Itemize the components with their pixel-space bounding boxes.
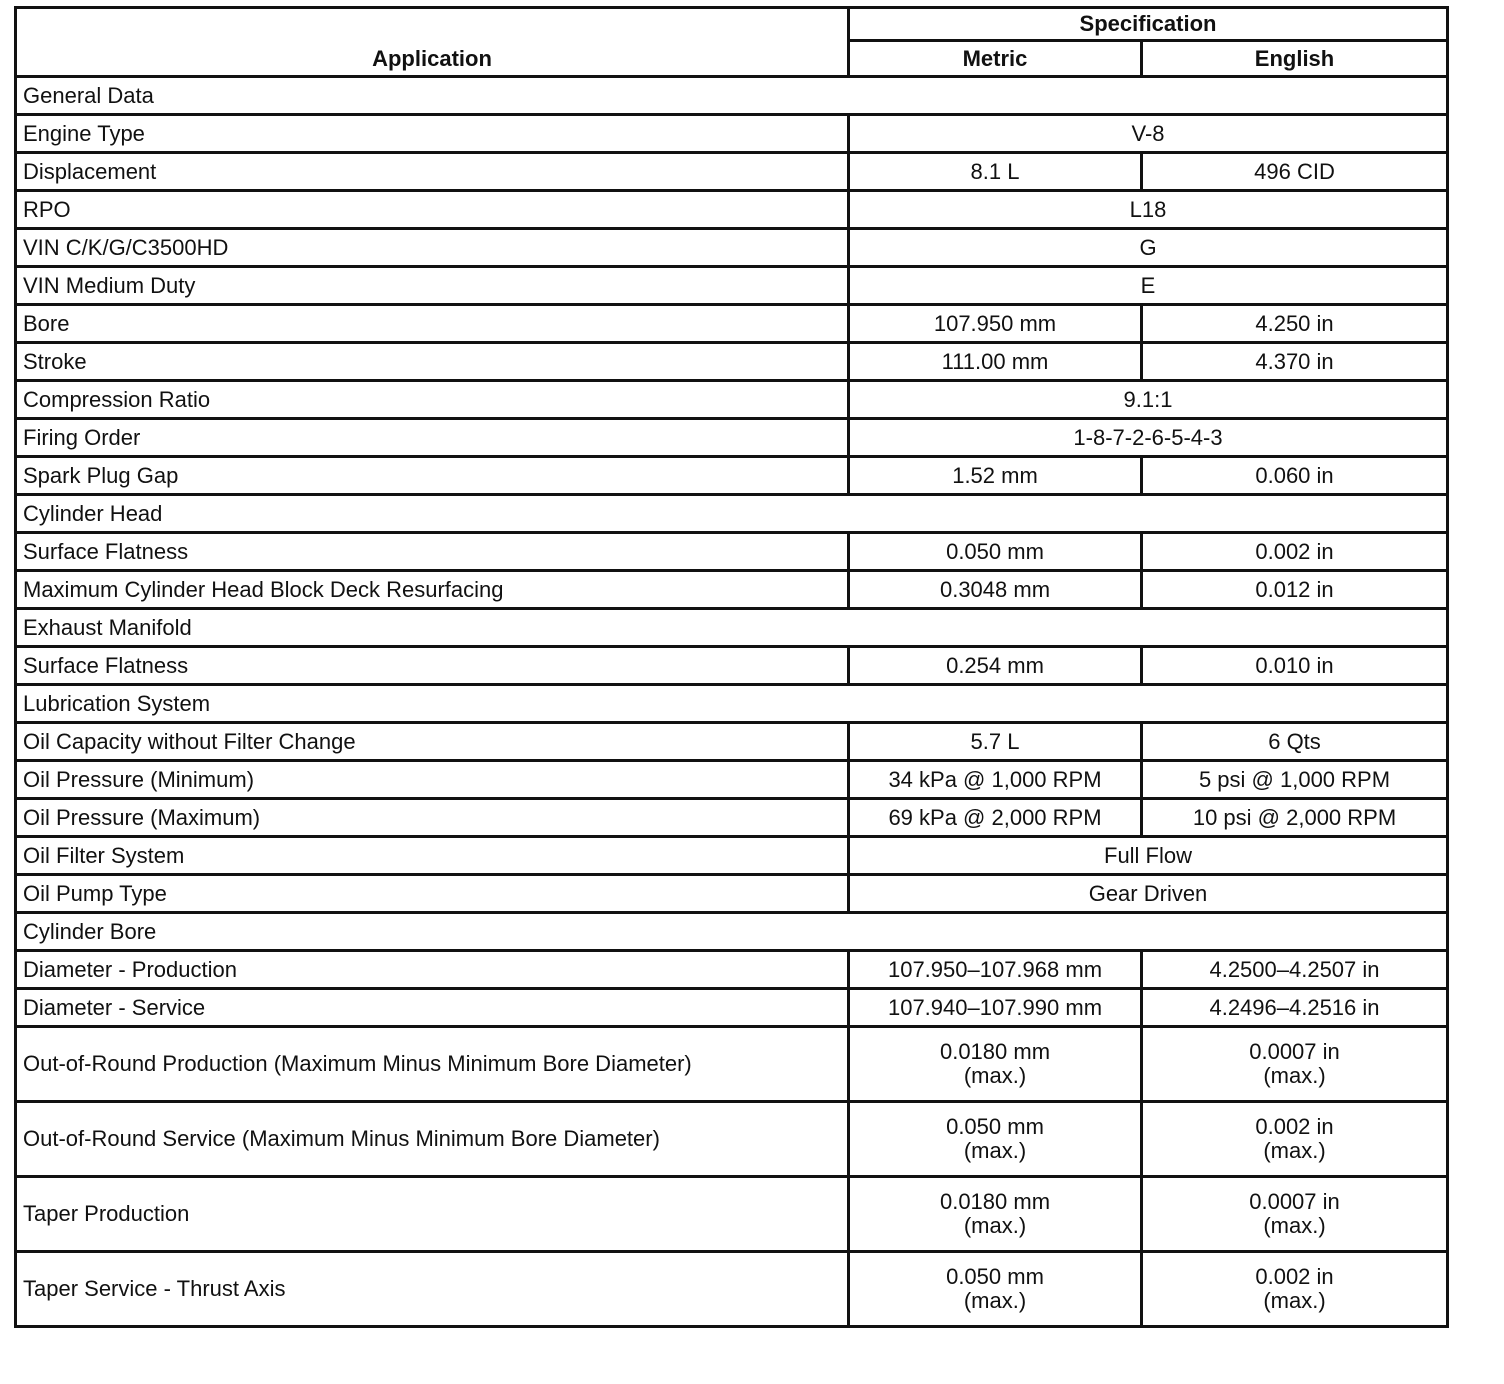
metric-value-cell: 111.00 mm: [849, 343, 1142, 381]
application-cell: Taper Production: [16, 1177, 849, 1252]
english-note: (max.): [1263, 1213, 1326, 1238]
english-note: (max.): [1263, 1288, 1326, 1313]
application-cell: Out-of-Round Production (Maximum Minus Minimum Bore Diameter): [16, 1027, 849, 1102]
section-label: Exhaust Manifold: [16, 609, 1448, 647]
specification-header: Specification: [849, 8, 1448, 41]
section-label: Cylinder Bore: [16, 913, 1448, 951]
metric-value-cell: 1.52 mm: [849, 457, 1142, 495]
spec-row: [16, 229, 1448, 267]
english-value-cell: [1142, 1027, 1448, 1102]
spec-row: [16, 1177, 1448, 1252]
metric-value-cell: 34 kPa @ 1,000 RPM: [849, 761, 1142, 799]
metric-header: Metric: [849, 41, 1142, 77]
application-cell: RPO: [16, 191, 849, 229]
application-cell: Surface Flatness: [16, 533, 849, 571]
english-value-cell: [1142, 1252, 1448, 1327]
spec-row: [16, 381, 1448, 419]
spec-value-cell: Full Flow: [849, 837, 1448, 875]
english-note: (max.): [1263, 1138, 1326, 1163]
application-cell: VIN C/K/G/C3500HD: [16, 229, 849, 267]
metric-value-cell: 107.950 mm: [849, 305, 1142, 343]
application-cell: Diameter - Production: [16, 951, 849, 989]
spec-row: [16, 457, 1448, 495]
application-cell: Oil Capacity without Filter Change: [16, 723, 849, 761]
metric-note: (max.): [963, 1213, 1027, 1238]
spec-row: [16, 875, 1448, 913]
metric-note: (max.): [963, 1138, 1027, 1163]
spec-row: [16, 115, 1448, 153]
application-cell: Firing Order: [16, 419, 849, 457]
english-value: 0.0007 in: [1249, 1039, 1340, 1064]
spec-table-header: [16, 8, 1448, 77]
english-value-cell: 0.060 in: [1142, 457, 1448, 495]
metric-value-cell: [849, 1027, 1142, 1102]
section-row: [16, 685, 1448, 723]
application-header: Application: [16, 8, 849, 77]
metric-value-cell: [849, 1177, 1142, 1252]
application-cell: Spark Plug Gap: [16, 457, 849, 495]
metric-value-cell: 69 kPa @ 2,000 RPM: [849, 799, 1142, 837]
english-value-cell: 4.2496–4.2516 in: [1142, 989, 1448, 1027]
spec-row: [16, 723, 1448, 761]
english-value-cell: 4.2500–4.2507 in: [1142, 951, 1448, 989]
application-cell: Engine Type: [16, 115, 849, 153]
spec-row: [16, 1252, 1448, 1327]
spec-value-cell: Gear Driven: [849, 875, 1448, 913]
section-row: [16, 495, 1448, 533]
application-cell: Oil Pressure (Minimum): [16, 761, 849, 799]
section-label: General Data: [16, 77, 1448, 115]
application-cell: Maximum Cylinder Head Block Deck Resurfacing: [16, 571, 849, 609]
english-note: (max.): [1263, 1063, 1326, 1088]
application-cell: VIN Medium Duty: [16, 267, 849, 305]
metric-value-cell: 107.940–107.990 mm: [849, 989, 1142, 1027]
spec-row: [16, 267, 1448, 305]
spec-row: [16, 191, 1448, 229]
spec-row: [16, 533, 1448, 571]
section-row: [16, 913, 1448, 951]
application-cell: Surface Flatness: [16, 647, 849, 685]
english-value-cell: 0.002 in: [1142, 533, 1448, 571]
application-cell: Displacement: [16, 153, 849, 191]
spec-row: [16, 419, 1448, 457]
spec-table-body: [16, 77, 1448, 1327]
english-value-cell: 10 psi @ 2,000 RPM: [1142, 799, 1448, 837]
metric-value-cell: 107.950–107.968 mm: [849, 951, 1142, 989]
metric-value: 0.050 mm: [946, 1114, 1044, 1139]
metric-value: 0.0180 mm: [939, 1189, 1051, 1214]
spec-row: [16, 951, 1448, 989]
spec-row: [16, 799, 1448, 837]
spec-row: [16, 989, 1448, 1027]
metric-value-cell: 0.050 mm: [849, 533, 1142, 571]
english-value-cell: [1142, 1177, 1448, 1252]
spec-row: [16, 647, 1448, 685]
section-row: [16, 77, 1448, 115]
application-cell: Oil Pressure (Maximum): [16, 799, 849, 837]
spec-row: [16, 343, 1448, 381]
english-value-cell: 4.250 in: [1142, 305, 1448, 343]
application-cell: Oil Pump Type: [16, 875, 849, 913]
spec-value-cell: G: [849, 229, 1448, 267]
metric-value-cell: 5.7 L: [849, 723, 1142, 761]
spec-value-cell: E: [849, 267, 1448, 305]
application-cell: Taper Service - Thrust Axis: [16, 1252, 849, 1327]
application-cell: Stroke: [16, 343, 849, 381]
english-value-cell: 5 psi @ 1,000 RPM: [1142, 761, 1448, 799]
english-value: 0.0007 in: [1249, 1189, 1340, 1214]
english-value: 0.002 in: [1255, 1114, 1334, 1139]
spec-value-cell: L18: [849, 191, 1448, 229]
section-row: [16, 609, 1448, 647]
metric-value-cell: 0.3048 mm: [849, 571, 1142, 609]
section-label: Lubrication System: [16, 685, 1448, 723]
metric-value-cell: 0.254 mm: [849, 647, 1142, 685]
english-value: 0.002 in: [1255, 1264, 1334, 1289]
spec-row: [16, 761, 1448, 799]
english-value-cell: [1142, 1102, 1448, 1177]
spec-value-cell: V-8: [849, 115, 1448, 153]
spec-row: [16, 1027, 1448, 1102]
spec-row: [16, 1102, 1448, 1177]
spec-value-cell: 9.1:1: [849, 381, 1448, 419]
spec-value-cell: 1-8-7-2-6-5-4-3: [849, 419, 1448, 457]
metric-value-cell: 8.1 L: [849, 153, 1142, 191]
application-cell: Diameter - Service: [16, 989, 849, 1027]
metric-value-cell: [849, 1102, 1142, 1177]
application-cell: Bore: [16, 305, 849, 343]
spec-row: [16, 571, 1448, 609]
metric-value: 0.0180 mm: [939, 1039, 1051, 1064]
english-value-cell: 0.012 in: [1142, 571, 1448, 609]
english-value-cell: 4.370 in: [1142, 343, 1448, 381]
metric-value: 0.050 mm: [946, 1264, 1044, 1289]
application-cell: Oil Filter System: [16, 837, 849, 875]
metric-note: (max.): [963, 1063, 1027, 1088]
section-label: Cylinder Head: [16, 495, 1448, 533]
application-cell: Out-of-Round Service (Maximum Minus Minimum Bore Diameter): [16, 1102, 849, 1177]
spec-row: [16, 305, 1448, 343]
english-value-cell: 6 Qts: [1142, 723, 1448, 761]
metric-value-cell: [849, 1252, 1142, 1327]
english-value-cell: 0.010 in: [1142, 647, 1448, 685]
metric-note: (max.): [963, 1288, 1027, 1313]
english-value-cell: 496 CID: [1142, 153, 1448, 191]
spec-row: [16, 153, 1448, 191]
spec-row: [16, 837, 1448, 875]
application-cell: Compression Ratio: [16, 381, 849, 419]
english-header: English: [1142, 41, 1448, 77]
spec-table: [14, 6, 1449, 1328]
